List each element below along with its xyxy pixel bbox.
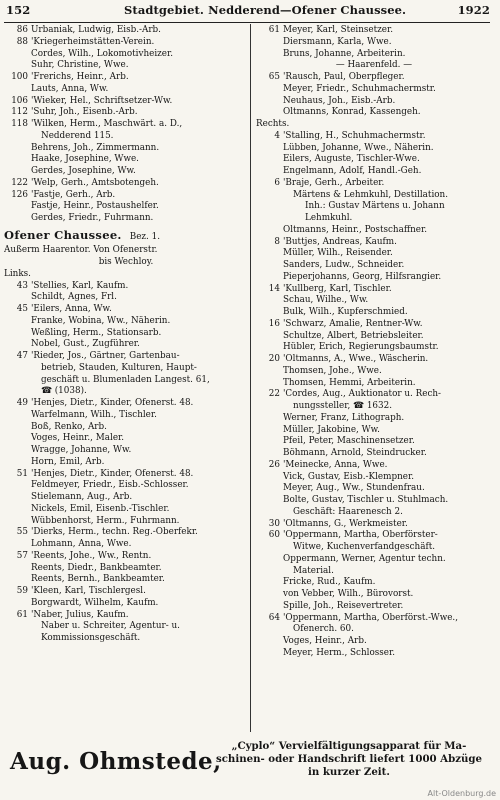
- entry-text: 'Henjes, Dietr., Kinder, Ofenerst. 48.: [31, 468, 194, 479]
- entry-text: Meyer, Friedr., Schuhmachermstr.: [283, 83, 436, 94]
- entry-text: 'Naber, Julius, Kaufm.: [31, 609, 129, 620]
- entry-text: Märtens & Lehmkuhl, Destillation.: [293, 189, 449, 200]
- entry-text: Müller, Wilh., Reisender.: [283, 248, 393, 259]
- directory-entry: [4, 621, 248, 633]
- entry-text: Vick, Gustav, Eisb.-Klempner.: [283, 471, 414, 482]
- entry-text: Reents, Bernh., Bankbeamter.: [31, 574, 165, 585]
- house-number: 26: [268, 459, 280, 470]
- directory-entry: [256, 436, 492, 448]
- entry-text: Außerm Haarentor. Von Ofenerstr.: [4, 245, 158, 256]
- entry-text: Nobel, Gust., Zugführer.: [31, 339, 140, 350]
- entry-text: Meyer, Aug., Ww., Stundenfrau.: [283, 483, 425, 494]
- entry-text: Inh.: Gustav Märtens u. Johann: [305, 201, 445, 212]
- directory-entry: [256, 260, 492, 272]
- directory-entry: [4, 504, 248, 516]
- directory-entry: [256, 566, 492, 578]
- entry-text: ☎ (1038).: [41, 386, 87, 397]
- entry-text: 'Suhr, Joh., Eisenb.-Arb.: [31, 107, 138, 118]
- entry-text: 'Kullberg, Karl, Tischler.: [283, 283, 392, 294]
- entry-text: betrieb, Stauden, Kulturen, Haupt-: [41, 362, 197, 373]
- entry-text: Eilers, Auguste, Tischler-Wwe.: [283, 154, 420, 165]
- directory-entry: [256, 483, 492, 495]
- directory-entry: [256, 389, 492, 401]
- directory-entry: [4, 213, 248, 225]
- entry-text: Suhr, Christine, Wwe.: [31, 60, 129, 71]
- entry-text: Schultze, Albert, Betriebsleiter.: [283, 330, 424, 341]
- directory-entry: [256, 96, 492, 108]
- directory-entry: [4, 574, 248, 586]
- house-number: 20: [268, 354, 280, 364]
- entry-text: 'Oppermann, Martha, Oberförster-: [283, 530, 438, 541]
- directory-entry: [256, 648, 492, 660]
- entry-text: 'Oltmanns, A., Wwe., Wäscherin.: [283, 354, 429, 364]
- directory-entry: [4, 586, 248, 598]
- directory-entry: [4, 190, 248, 202]
- directory-entry: [256, 331, 492, 343]
- entry-text: 'Reents, Johe., Ww., Rentn.: [31, 550, 152, 561]
- directory-entry: [4, 363, 248, 375]
- house-number: 14: [268, 283, 280, 294]
- directory-entry: [256, 577, 492, 589]
- directory-entry: [256, 366, 492, 378]
- directory-entry: [256, 530, 492, 542]
- page-number: 152: [6, 3, 31, 17]
- house-number: 43: [16, 280, 28, 291]
- house-number: 88: [16, 36, 28, 47]
- entry-text: Spille, Joh., Reisevertreter.: [283, 600, 404, 611]
- entry-text: 'Rausch, Paul, Oberpfleger.: [283, 72, 405, 82]
- directory-entry: [256, 25, 492, 37]
- directory-entry: [256, 495, 492, 507]
- house-number: 30: [268, 518, 280, 529]
- ad-company-name: Aug. Ohmstede,: [10, 748, 222, 775]
- entry-text: Oltmanns, Heinr., Postschaffner.: [283, 224, 427, 235]
- directory-entry: [4, 304, 248, 316]
- entry-text: Reents, Diedr., Bankbeamter.: [31, 562, 162, 573]
- directory-entry: [4, 84, 248, 96]
- entry-text: Boß, Renko, Arb.: [31, 421, 107, 432]
- directory-entry: [256, 624, 492, 636]
- house-number: 61: [16, 609, 28, 620]
- directory-entry: [4, 633, 248, 645]
- house-number: 47: [16, 351, 28, 361]
- house-number: 60: [268, 530, 280, 541]
- entry-text: Meyer, Karl, Steinsetzer.: [283, 25, 394, 35]
- district-note: Bez. 1.: [129, 231, 161, 242]
- directory-entry: [4, 245, 248, 257]
- entry-text: bis Wechloy.: [98, 257, 154, 267]
- directory-entry: [256, 413, 492, 425]
- entry-text: Fricke, Rud., Kaufm.: [283, 577, 376, 588]
- entry-text: Lübben, Johanne, Wwe., Näherin.: [283, 142, 434, 153]
- entry-text: Franke, Wobina, Ww., Näherin.: [31, 315, 171, 326]
- entry-text: Schau, Wilhe., Ww.: [283, 295, 369, 306]
- directory-entry: [4, 37, 248, 49]
- directory-entry: [4, 49, 248, 61]
- entry-text: Weßling, Herm., Stationsarb.: [31, 327, 162, 338]
- entry-text: Gerdes, Friedr., Fuhrmann.: [31, 213, 154, 223]
- directory-entry: [4, 457, 248, 469]
- entry-text: Cordes, Wilh., Lokomotivheizer.: [31, 48, 174, 59]
- directory-entry: [256, 201, 492, 213]
- directory-entry: [256, 472, 492, 484]
- entry-text: Ofenerch. 60.: [293, 624, 354, 635]
- directory-entry: [4, 386, 248, 398]
- directory-entry: [4, 422, 248, 434]
- directory-entry: [4, 339, 248, 351]
- entry-text: Werner, Franz, Lithograph.: [283, 412, 405, 423]
- entry-text: Urbaniak, Ludwig, Eisb.-Arb.: [31, 25, 161, 35]
- directory-entry: [256, 84, 492, 96]
- directory-entry: [256, 284, 492, 296]
- entry-text: 'Eilers, Anna, Ww.: [31, 304, 112, 314]
- right-column: [256, 25, 492, 660]
- directory-entry: [256, 507, 492, 519]
- entry-text: Bulk, Wilh., Kupferschmied.: [283, 307, 408, 317]
- directory-entry: [4, 119, 248, 131]
- advertisement: [4, 740, 494, 788]
- entry-text: Oltmanns, Konrad, Kassengeh.: [283, 107, 421, 118]
- entry-text: 'Oltmanns, G., Werkmeister.: [283, 518, 408, 529]
- ad-line: „Cyplo“ Vervielfältigungsapparat für Ma-: [231, 740, 467, 752]
- entry-text: Naber u. Schreiter, Agentur- u.: [41, 621, 180, 632]
- house-number: 59: [16, 586, 28, 596]
- directory-entry: [4, 166, 248, 178]
- house-number: 126: [11, 189, 28, 200]
- directory-entry: [256, 307, 492, 319]
- entry-text: 'Wieker, Hel., Schriftsetzer-Ww.: [31, 95, 173, 106]
- entry-text: nungssteller, ☎ 1632.: [293, 401, 392, 411]
- directory-entry: [4, 410, 248, 422]
- entry-text: 'Frerichs, Heinr., Arb.: [31, 72, 129, 82]
- entry-text: Neuhaus, Joh., Eisb.-Arb.: [283, 95, 396, 106]
- entry-text: Rechts.: [256, 119, 290, 129]
- entry-text: 'Kriegerheimstätten-Verein.: [31, 36, 155, 47]
- house-number: 118: [11, 119, 28, 129]
- watermark: Alt-Oldenburg.de: [427, 789, 496, 798]
- directory-entry: [256, 425, 492, 437]
- ad-line: schinen- oder Handschrift liefert 1000 Abzüge: [215, 753, 482, 765]
- directory-entry: [256, 272, 492, 284]
- directory-entry: [4, 598, 248, 610]
- directory-entry: [4, 60, 248, 72]
- directory-entry: [4, 563, 248, 575]
- entry-text: Meyer, Herm., Schlosser.: [283, 647, 396, 658]
- directory-entry: [4, 96, 248, 108]
- directory-entry: [4, 551, 248, 563]
- entry-text: Hübler, Erich, Regierungsbaumstr.: [283, 342, 439, 353]
- entry-text: Kommissionsgeschäft.: [41, 633, 141, 643]
- house-number: 57: [16, 550, 28, 561]
- directory-entry: [256, 143, 492, 155]
- directory-entry: [4, 445, 248, 457]
- house-number: 86: [16, 25, 28, 35]
- entry-text: Thomsen, Johe., Wwe.: [283, 365, 382, 376]
- directory-entry: [4, 257, 248, 269]
- entry-text: Behrens, Joh., Zimmermann.: [31, 142, 160, 153]
- directory-entry: [4, 178, 248, 190]
- directory-entry: [256, 213, 492, 225]
- entry-text: Thomsen, Hemmi, Arbeiterin.: [283, 377, 416, 388]
- column-divider: [250, 24, 251, 732]
- entry-text: Witwe, Kuchenverfandgeschäft.: [293, 542, 436, 552]
- house-number: 64: [268, 612, 280, 623]
- directory-entry: [4, 269, 248, 281]
- ad-text: [204, 740, 494, 779]
- entry-text: Horn, Emil, Arb.: [31, 456, 105, 467]
- house-number: 4: [274, 130, 280, 141]
- directory-entry: [256, 37, 492, 49]
- directory-entry: [4, 469, 248, 481]
- entry-text: Material.: [293, 565, 334, 576]
- directory-entry: [256, 378, 492, 390]
- directory-entry: [4, 25, 248, 37]
- directory-entry: [4, 131, 248, 143]
- directory-entry: [256, 342, 492, 354]
- directory-entry: [256, 178, 492, 190]
- directory-entry: [4, 281, 248, 293]
- ad-line: in kurzer Zeit.: [308, 766, 390, 778]
- entry-text: Geschäft: Haarenesch 2.: [293, 506, 403, 517]
- directory-entry: [256, 319, 492, 331]
- house-number: 61: [268, 25, 280, 35]
- entry-text: Haake, Josephine, Wwe.: [31, 154, 139, 165]
- directory-entry: [256, 401, 492, 413]
- entry-text: 'Fastje, Gerh., Arb.: [31, 189, 116, 200]
- directory-entry: [256, 49, 492, 61]
- directory-entry: [256, 119, 492, 131]
- entry-text: Bruns, Johanne, Arbeiterin.: [283, 48, 406, 59]
- entry-text: Borgwardt, Wilhelm, Kaufm.: [31, 597, 159, 608]
- directory-entry: [4, 328, 248, 340]
- entry-text: Nickels, Emil, Eisenb.-Tischler.: [31, 503, 170, 514]
- directory-entry: [4, 351, 248, 363]
- entry-text: Lohmann, Anna, Wwe.: [31, 539, 132, 549]
- entry-text: Voges, Heinr., Arb.: [283, 636, 367, 646]
- entry-text: Feldmeyer, Friedr., Eisb.-Schlosser.: [31, 480, 189, 491]
- directory-entry: [256, 131, 492, 143]
- entry-text: Lauts, Anna, Ww.: [31, 83, 109, 94]
- house-number: 112: [11, 107, 28, 118]
- directory-entry: [256, 237, 492, 249]
- entry-text: Diersmann, Karla, Wwe.: [283, 36, 392, 47]
- entry-text: 'Stellies, Karl, Kaufm.: [31, 280, 129, 291]
- street-name: Ofener Chaussee.: [4, 227, 122, 242]
- directory-entry: [4, 527, 248, 539]
- directory-entry: [256, 448, 492, 460]
- entry-text: Links.: [4, 268, 31, 279]
- house-number: 16: [268, 318, 280, 329]
- entry-text: Stielemann, Aug., Arb.: [31, 492, 133, 502]
- directory-entry: [4, 610, 248, 622]
- directory-entry: [4, 316, 248, 328]
- entry-text: Voges, Heinr., Maler.: [31, 433, 125, 444]
- directory-entry: [256, 460, 492, 472]
- entry-text: 'Buttjes, Andreas, Kaufm.: [283, 236, 397, 247]
- house-number: 55: [16, 527, 28, 538]
- house-number: 65: [268, 72, 280, 82]
- directory-entry: [4, 375, 248, 387]
- directory-entry: [256, 519, 492, 531]
- house-number: 8: [274, 236, 280, 247]
- entry-text: Engelmann, Adolf, Handl.-Geh.: [283, 166, 422, 176]
- entry-text: 'Stalling, H., Schuhmachermstr.: [283, 130, 426, 141]
- entry-text: Wragge, Johanne, Ww.: [31, 445, 132, 455]
- directory-entry: [256, 542, 492, 554]
- directory-entry: [4, 143, 248, 155]
- entry-text: Fastje, Heinr., Postaushelfer.: [31, 201, 159, 212]
- entry-text: 'Meinecke, Anna, Wwe.: [283, 459, 388, 470]
- directory-entry: [4, 292, 248, 304]
- entry-text: 'Wilken, Herm., Maschwärt. a. D.,: [31, 119, 183, 129]
- house-number: 49: [16, 398, 28, 408]
- house-number: 45: [16, 304, 28, 314]
- directory-entry: [256, 354, 492, 366]
- directory-entry: [4, 107, 248, 119]
- directory-entry: [256, 295, 492, 307]
- entry-text: 'Braje, Gerh., Arbeiter.: [283, 177, 385, 188]
- house-number: 22: [268, 389, 280, 400]
- entry-text: Pieperjohanns, Georg, Hilfsrangier.: [283, 271, 442, 282]
- directory-entry: [256, 154, 492, 166]
- directory-entry: [256, 589, 492, 601]
- house-number: 106: [11, 95, 28, 106]
- entry-text: Böhmann, Arnold, Steindrucker.: [283, 448, 427, 458]
- entry-text: 'Henjes, Dietr., Kinder, Ofenerst. 48.: [31, 398, 194, 408]
- directory-entry: [4, 492, 248, 504]
- directory-entry: [256, 60, 492, 72]
- directory-entry: [256, 601, 492, 613]
- directory-entry: [256, 636, 492, 648]
- directory-entry: [4, 516, 248, 528]
- entry-text: 'Kleen, Karl, Tischlergesl.: [31, 586, 146, 596]
- street-heading: [4, 227, 248, 246]
- entry-text: 'Oppermann, Martha, Oberförst.-Wwe.,: [283, 612, 459, 623]
- directory-entry: [4, 539, 248, 551]
- house-number: 6: [274, 177, 280, 188]
- directory-entry: [4, 154, 248, 166]
- directory-entry: [4, 480, 248, 492]
- entry-text: von Vebber, Wilh., Bürovorst.: [283, 589, 414, 599]
- house-number: 100: [11, 72, 28, 82]
- directory-entry: [256, 225, 492, 237]
- entry-text: Sanders, Ludw., Schneider.: [283, 260, 405, 270]
- entry-text: 'Welp, Gerh., Amtsbotengeh.: [31, 177, 159, 188]
- entry-text: — Haarenfeld. —: [335, 60, 413, 71]
- directory-entry: [4, 72, 248, 84]
- entry-text: Bolte, Gustav, Tischler u. Stuhlmach.: [283, 495, 449, 505]
- entry-text: Schildt, Agnes, Frl.: [31, 292, 117, 303]
- entry-text: Gerdes, Josephine, Ww.: [31, 166, 136, 176]
- entry-text: 'Cordes, Aug., Auktionator u. Rech-: [283, 389, 442, 400]
- directory-entry: [256, 554, 492, 566]
- entry-text: Oppermann, Werner, Agentur techn.: [283, 553, 446, 564]
- directory-entry: [4, 398, 248, 410]
- directory-entry: [256, 190, 492, 202]
- entry-text: 'Dierks, Herm., techn. Reg.-Oberfekr.: [31, 527, 198, 538]
- directory-entry: [4, 433, 248, 445]
- directory-entry: [256, 166, 492, 178]
- directory-entry: [256, 72, 492, 84]
- entry-text: Müller, Jakobine, Ww.: [283, 424, 380, 435]
- house-number: 51: [16, 468, 28, 479]
- header-rule: [4, 22, 490, 23]
- directory-entry: [256, 613, 492, 625]
- page-header: [6, 3, 490, 21]
- entry-text: 'Schwarz, Amalie, Rentner-Ww.: [283, 318, 423, 329]
- entry-text: Lehmkuhl.: [305, 213, 353, 223]
- entry-text: Warfelmann, Wilh., Tischler.: [31, 409, 157, 420]
- entry-text: Nedderend 115.: [41, 130, 114, 141]
- entry-text: Pfeil, Peter, Maschinensetzer.: [283, 436, 415, 447]
- directory-entry: [256, 248, 492, 260]
- entry-text: 'Rieder, Jos., Gärtner, Gartenbau-: [31, 351, 180, 361]
- directory-entry: [256, 107, 492, 119]
- entry-text: Wübbenhorst, Herm., Fuhrmann.: [31, 515, 180, 526]
- left-column: [4, 25, 248, 645]
- entry-text: geschäft u. Blumenladen Langest. 61,: [41, 374, 210, 385]
- house-number: 122: [11, 177, 28, 188]
- directory-entry: [4, 201, 248, 213]
- year: 1922: [457, 3, 490, 17]
- page-title: Stadtgebiet. Nedderend—Ofener Chaussee.: [124, 3, 407, 17]
